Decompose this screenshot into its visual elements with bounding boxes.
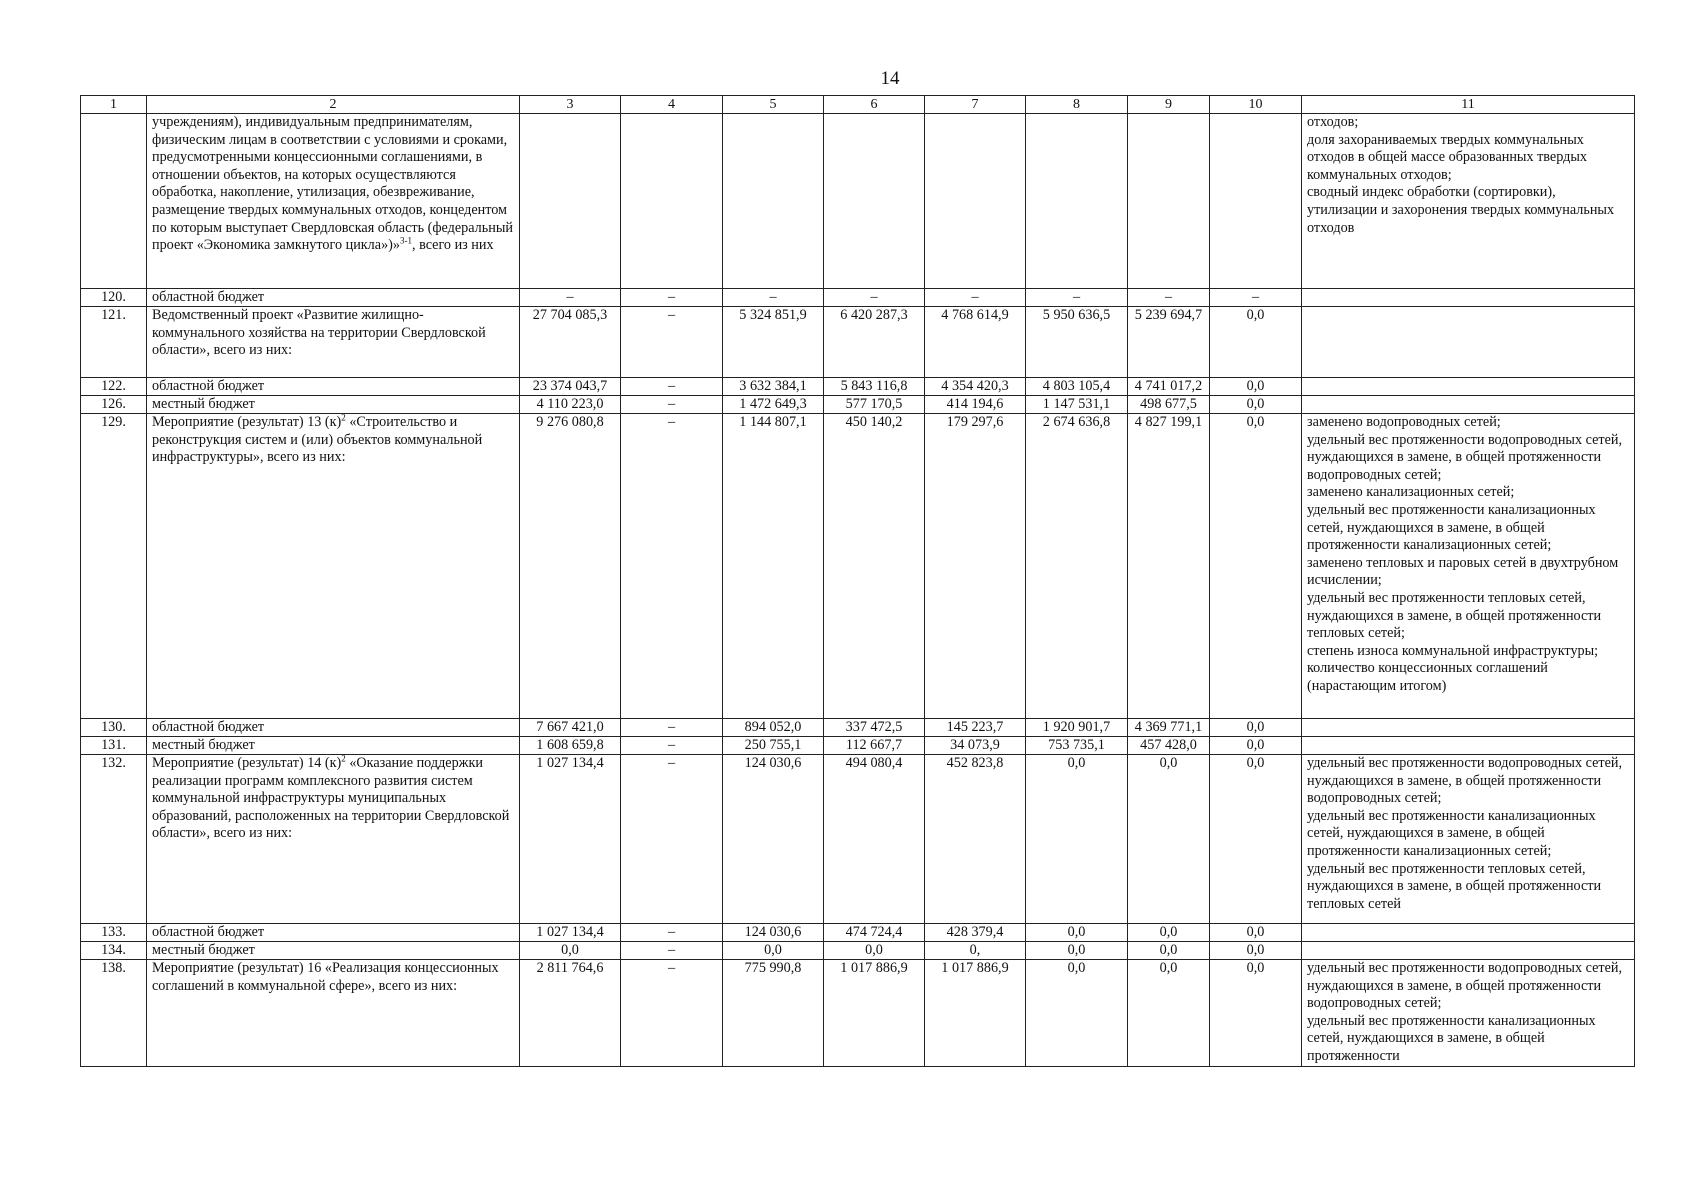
footnote-mark: 2 [341, 413, 346, 423]
value-cell-col9: 5 239 694,7 [1128, 307, 1210, 378]
header-cell: 4 [621, 96, 723, 114]
value-cell-col9: 0,0 [1128, 924, 1210, 942]
value-cell-col8 [1026, 114, 1128, 289]
table-row [81, 755, 1635, 924]
value-cell-col5: – [723, 289, 824, 307]
indicators-cell [1302, 719, 1635, 737]
value-cell-col9: – [1128, 289, 1210, 307]
value-cell-col9: 498 677,5 [1128, 396, 1210, 414]
value-cell-col9: 0,0 [1128, 942, 1210, 960]
header-cell: 9 [1128, 96, 1210, 114]
value-cell-col10: 0,0 [1210, 924, 1302, 942]
table-row [81, 378, 1635, 396]
value-cell-col5 [723, 114, 824, 289]
value-cell-col3: 9 276 080,8 [520, 414, 621, 719]
row-number [81, 114, 147, 289]
header-cell: 8 [1026, 96, 1128, 114]
value-cell-col10: 0,0 [1210, 737, 1302, 755]
value-cell-col4: – [621, 737, 723, 755]
value-cell-col3: 1 027 134,4 [520, 755, 621, 924]
value-cell-col4 [621, 114, 723, 289]
description-text: Мероприятие (результат) 13 (к) [152, 414, 342, 430]
indicators-cell [1302, 737, 1635, 755]
row-description [147, 378, 520, 396]
row-description [147, 737, 520, 755]
description-tail: , всего из них [411, 237, 494, 254]
value-cell-col10: 0,0 [1210, 307, 1302, 378]
row-number: 121. [81, 307, 147, 378]
description-text: Ведомственный проект «Развитие жилищно-коммунального хозяйства на территории Свердловской области», всего из них: [152, 307, 486, 359]
indicators-cell: удельный вес протяженности водопроводных сетей, нуждающихся в замене, в общей протяженности водопроводных сетей; удельный вес протяженности канализационных сетей, нуждающихся в замене, в общей протяженности [1302, 960, 1635, 1067]
budget-table [80, 95, 1635, 1067]
value-cell-col10: 0,0 [1210, 942, 1302, 960]
value-cell-col6: 494 080,4 [824, 755, 925, 924]
value-cell-col4: – [621, 942, 723, 960]
value-cell-col3: 23 374 043,7 [520, 378, 621, 396]
table-row [81, 942, 1635, 960]
value-cell-col5: 1 472 649,3 [723, 396, 824, 414]
indicators-cell [1302, 396, 1635, 414]
value-cell-col9: 0,0 [1128, 960, 1210, 1067]
value-cell-col8: 2 674 636,8 [1026, 414, 1128, 719]
value-cell-col5: 124 030,6 [723, 924, 824, 942]
value-cell-col10: 0,0 [1210, 414, 1302, 719]
value-cell-col10: 0,0 [1210, 396, 1302, 414]
table-row [81, 737, 1635, 755]
value-cell-col5: 775 990,8 [723, 960, 824, 1067]
value-cell-col8: 1 920 901,7 [1026, 719, 1128, 737]
description-text: областной бюджет [152, 719, 265, 735]
row-number: 132. [81, 755, 147, 924]
value-cell-col7: 179 297,6 [925, 414, 1026, 719]
value-cell-col8: 1 147 531,1 [1026, 396, 1128, 414]
value-cell-col6: 112 667,7 [824, 737, 925, 755]
row-number: 134. [81, 942, 147, 960]
table-row [81, 414, 1635, 719]
header-cell: 3 [520, 96, 621, 114]
description-text: областной бюджет [152, 378, 265, 394]
value-cell-col7: 428 379,4 [925, 924, 1026, 942]
value-cell-col6: 5 843 116,8 [824, 378, 925, 396]
value-cell-col7: – [925, 289, 1026, 307]
value-cell-col7: 34 073,9 [925, 737, 1026, 755]
value-cell-col7: 1 017 886,9 [925, 960, 1026, 1067]
value-cell-col6: 577 170,5 [824, 396, 925, 414]
description-text: областной бюджет [152, 924, 265, 940]
value-cell-col8: 0,0 [1026, 942, 1128, 960]
value-cell-col3: 27 704 085,3 [520, 307, 621, 378]
value-cell-col3: 1 027 134,4 [520, 924, 621, 942]
value-cell-col6: 450 140,2 [824, 414, 925, 719]
value-cell-col3 [520, 114, 621, 289]
row-number: 138. [81, 960, 147, 1067]
table-header [81, 96, 1635, 114]
header-cell: 6 [824, 96, 925, 114]
value-cell-col6 [824, 114, 925, 289]
footnote-mark: 2 [341, 754, 346, 764]
value-cell-col8: 753 735,1 [1026, 737, 1128, 755]
description-text: местный бюджет [152, 396, 255, 412]
row-number: 120. [81, 289, 147, 307]
indicators-cell [1302, 307, 1635, 378]
row-description [147, 755, 520, 924]
value-cell-col7: 4 768 614,9 [925, 307, 1026, 378]
table-row [81, 924, 1635, 942]
value-cell-col9 [1128, 114, 1210, 289]
value-cell-col6: 474 724,4 [824, 924, 925, 942]
value-cell-col4: – [621, 289, 723, 307]
value-cell-col3: – [520, 289, 621, 307]
table-row [81, 960, 1635, 1067]
value-cell-col6: 337 472,5 [824, 719, 925, 737]
row-description [147, 960, 520, 1067]
table-row [81, 307, 1635, 378]
row-number: 126. [81, 396, 147, 414]
row-description [147, 289, 520, 307]
value-cell-col6: 0,0 [824, 942, 925, 960]
value-cell-col7: 145 223,7 [925, 719, 1026, 737]
value-cell-col9: 4 369 771,1 [1128, 719, 1210, 737]
value-cell-col10 [1210, 114, 1302, 289]
row-number: 133. [81, 924, 147, 942]
value-cell-col5: 250 755,1 [723, 737, 824, 755]
table-body [81, 114, 1635, 1067]
indicators-cell [1302, 289, 1635, 307]
description-text: Мероприятие (результат) 16 «Реализация концессионных соглашений в коммунальной сфере», всего из них: [152, 960, 499, 994]
description-text: местный бюджет [152, 737, 255, 753]
header-cell: 2 [147, 96, 520, 114]
value-cell-col5: 5 324 851,9 [723, 307, 824, 378]
header-cell: 11 [1302, 96, 1635, 114]
value-cell-col3: 7 667 421,0 [520, 719, 621, 737]
value-cell-col6: 1 017 886,9 [824, 960, 925, 1067]
table-row [81, 114, 1635, 289]
value-cell-col10: 0,0 [1210, 960, 1302, 1067]
value-cell-col3: 1 608 659,8 [520, 737, 621, 755]
description-text: областной бюджет [152, 289, 265, 305]
value-cell-col8: 4 803 105,4 [1026, 378, 1128, 396]
value-cell-col3: 2 811 764,6 [520, 960, 621, 1067]
value-cell-col7: 414 194,6 [925, 396, 1026, 414]
indicators-cell: заменено водопроводных сетей; удельный вес протяженности водопроводных сетей, нуждающихся в замене, в общей протяженности водопроводных сетей; заменено канализационных сетей; удельный вес протяженности канализационных сетей, нуждающихся в замене, в общей протяженности канализационных сетей; заменено тепловых и паровых сетей в двухтрубном исчислении; удельный вес протяженности тепловых сетей, нуждающихся в замене, в общей протяженности тепловых сетей; степень износа коммунальной инфраструктуры; количество концессионных соглашений (нарастающим итогом) [1302, 414, 1635, 719]
row-number: 122. [81, 378, 147, 396]
value-cell-col7: 0, [925, 942, 1026, 960]
value-cell-col6: 6 420 287,3 [824, 307, 925, 378]
value-cell-col8: – [1026, 289, 1128, 307]
table-row [81, 396, 1635, 414]
row-number: 130. [81, 719, 147, 737]
indicators-cell [1302, 942, 1635, 960]
value-cell-col9: 4 827 199,1 [1128, 414, 1210, 719]
value-cell-col3: 0,0 [520, 942, 621, 960]
header-cell: 5 [723, 96, 824, 114]
header-cell: 1 [81, 96, 147, 114]
value-cell-col4: – [621, 755, 723, 924]
row-number: 129. [81, 414, 147, 719]
value-cell-col9: 457 428,0 [1128, 737, 1210, 755]
value-cell-col9: 4 741 017,2 [1128, 378, 1210, 396]
row-description [147, 942, 520, 960]
header-row [81, 96, 1635, 114]
value-cell-col4: – [621, 307, 723, 378]
value-cell-col3: 4 110 223,0 [520, 396, 621, 414]
value-cell-col7 [925, 114, 1026, 289]
header-cell: 10 [1210, 96, 1302, 114]
value-cell-col5: 1 144 807,1 [723, 414, 824, 719]
description-text: местный бюджет [152, 942, 255, 958]
value-cell-col7: 4 354 420,3 [925, 378, 1026, 396]
footnote-mark: 3-1 [399, 235, 412, 246]
description-text: учреждениям), индивидуальным предпринимателям, физическим лицам в соответствии с условиями и сроками, предусмотренными концессионными соглашениями, в отношении объектов, на которых осуществляются обработка, накопление, утилизация, обезвреживание, размещение твердых коммунальных отходов, концедентом по которым выступает Свердловская область (федеральный проект «Экономика замкнутого цикла»)» [152, 114, 513, 254]
value-cell-col8: 0,0 [1026, 755, 1128, 924]
row-description [147, 396, 520, 414]
row-number: 131. [81, 737, 147, 755]
value-cell-col4: – [621, 719, 723, 737]
value-cell-col4: – [621, 960, 723, 1067]
value-cell-col10: 0,0 [1210, 755, 1302, 924]
value-cell-col4: – [621, 378, 723, 396]
value-cell-col9: 0,0 [1128, 755, 1210, 924]
indicators-cell: отходов; доля захораниваемых твердых коммунальных отходов в общей массе образованных твердых коммунальных отходов; сводный индекс обработки (сортировки), утилизации и захоронения твердых коммунальных отходов [1302, 114, 1635, 289]
value-cell-col8: 0,0 [1026, 960, 1128, 1067]
value-cell-col5: 894 052,0 [723, 719, 824, 737]
value-cell-col4: – [621, 924, 723, 942]
value-cell-col4: – [621, 414, 723, 719]
value-cell-col4: – [621, 396, 723, 414]
indicators-cell [1302, 924, 1635, 942]
page-number: 14 [880, 68, 900, 89]
value-cell-col10: 0,0 [1210, 719, 1302, 737]
value-cell-col10: 0,0 [1210, 378, 1302, 396]
table-row [81, 289, 1635, 307]
value-cell-col7: 452 823,8 [925, 755, 1026, 924]
row-description [147, 307, 520, 378]
value-cell-col8: 5 950 636,5 [1026, 307, 1128, 378]
description-tail: «Строительство и реконструкция систем и (или) объектов коммунальной инфраструктуры», всего из них: [152, 414, 483, 466]
row-description [147, 414, 520, 719]
description-text: Мероприятие (результат) 14 (к) [152, 755, 342, 771]
indicators-cell [1302, 378, 1635, 396]
value-cell-col5: 3 632 384,1 [723, 378, 824, 396]
row-description [147, 924, 520, 942]
description-tail: «Оказание поддержки реализации программ комплексного развития систем коммунальной инфраструктуры муниципальных образований, расположенных на территории Свердловской области», всего из них: [152, 755, 510, 842]
value-cell-col5: 124 030,6 [723, 755, 824, 924]
header-cell: 7 [925, 96, 1026, 114]
row-description [147, 719, 520, 737]
indicators-cell: удельный вес протяженности водопроводных сетей, нуждающихся в замене, в общей протяженности водопроводных сетей; удельный вес протяженности канализационных сетей, нуждающихся в замене, в общей протяженности канализационных сетей; удельный вес протяженности тепловых сетей, нуждающихся в замене, в общей протяженности тепловых сетей [1302, 755, 1635, 924]
value-cell-col6: – [824, 289, 925, 307]
row-description [147, 114, 520, 289]
value-cell-col8: 0,0 [1026, 924, 1128, 942]
value-cell-col5: 0,0 [723, 942, 824, 960]
value-cell-col10: – [1210, 289, 1302, 307]
table-row [81, 719, 1635, 737]
